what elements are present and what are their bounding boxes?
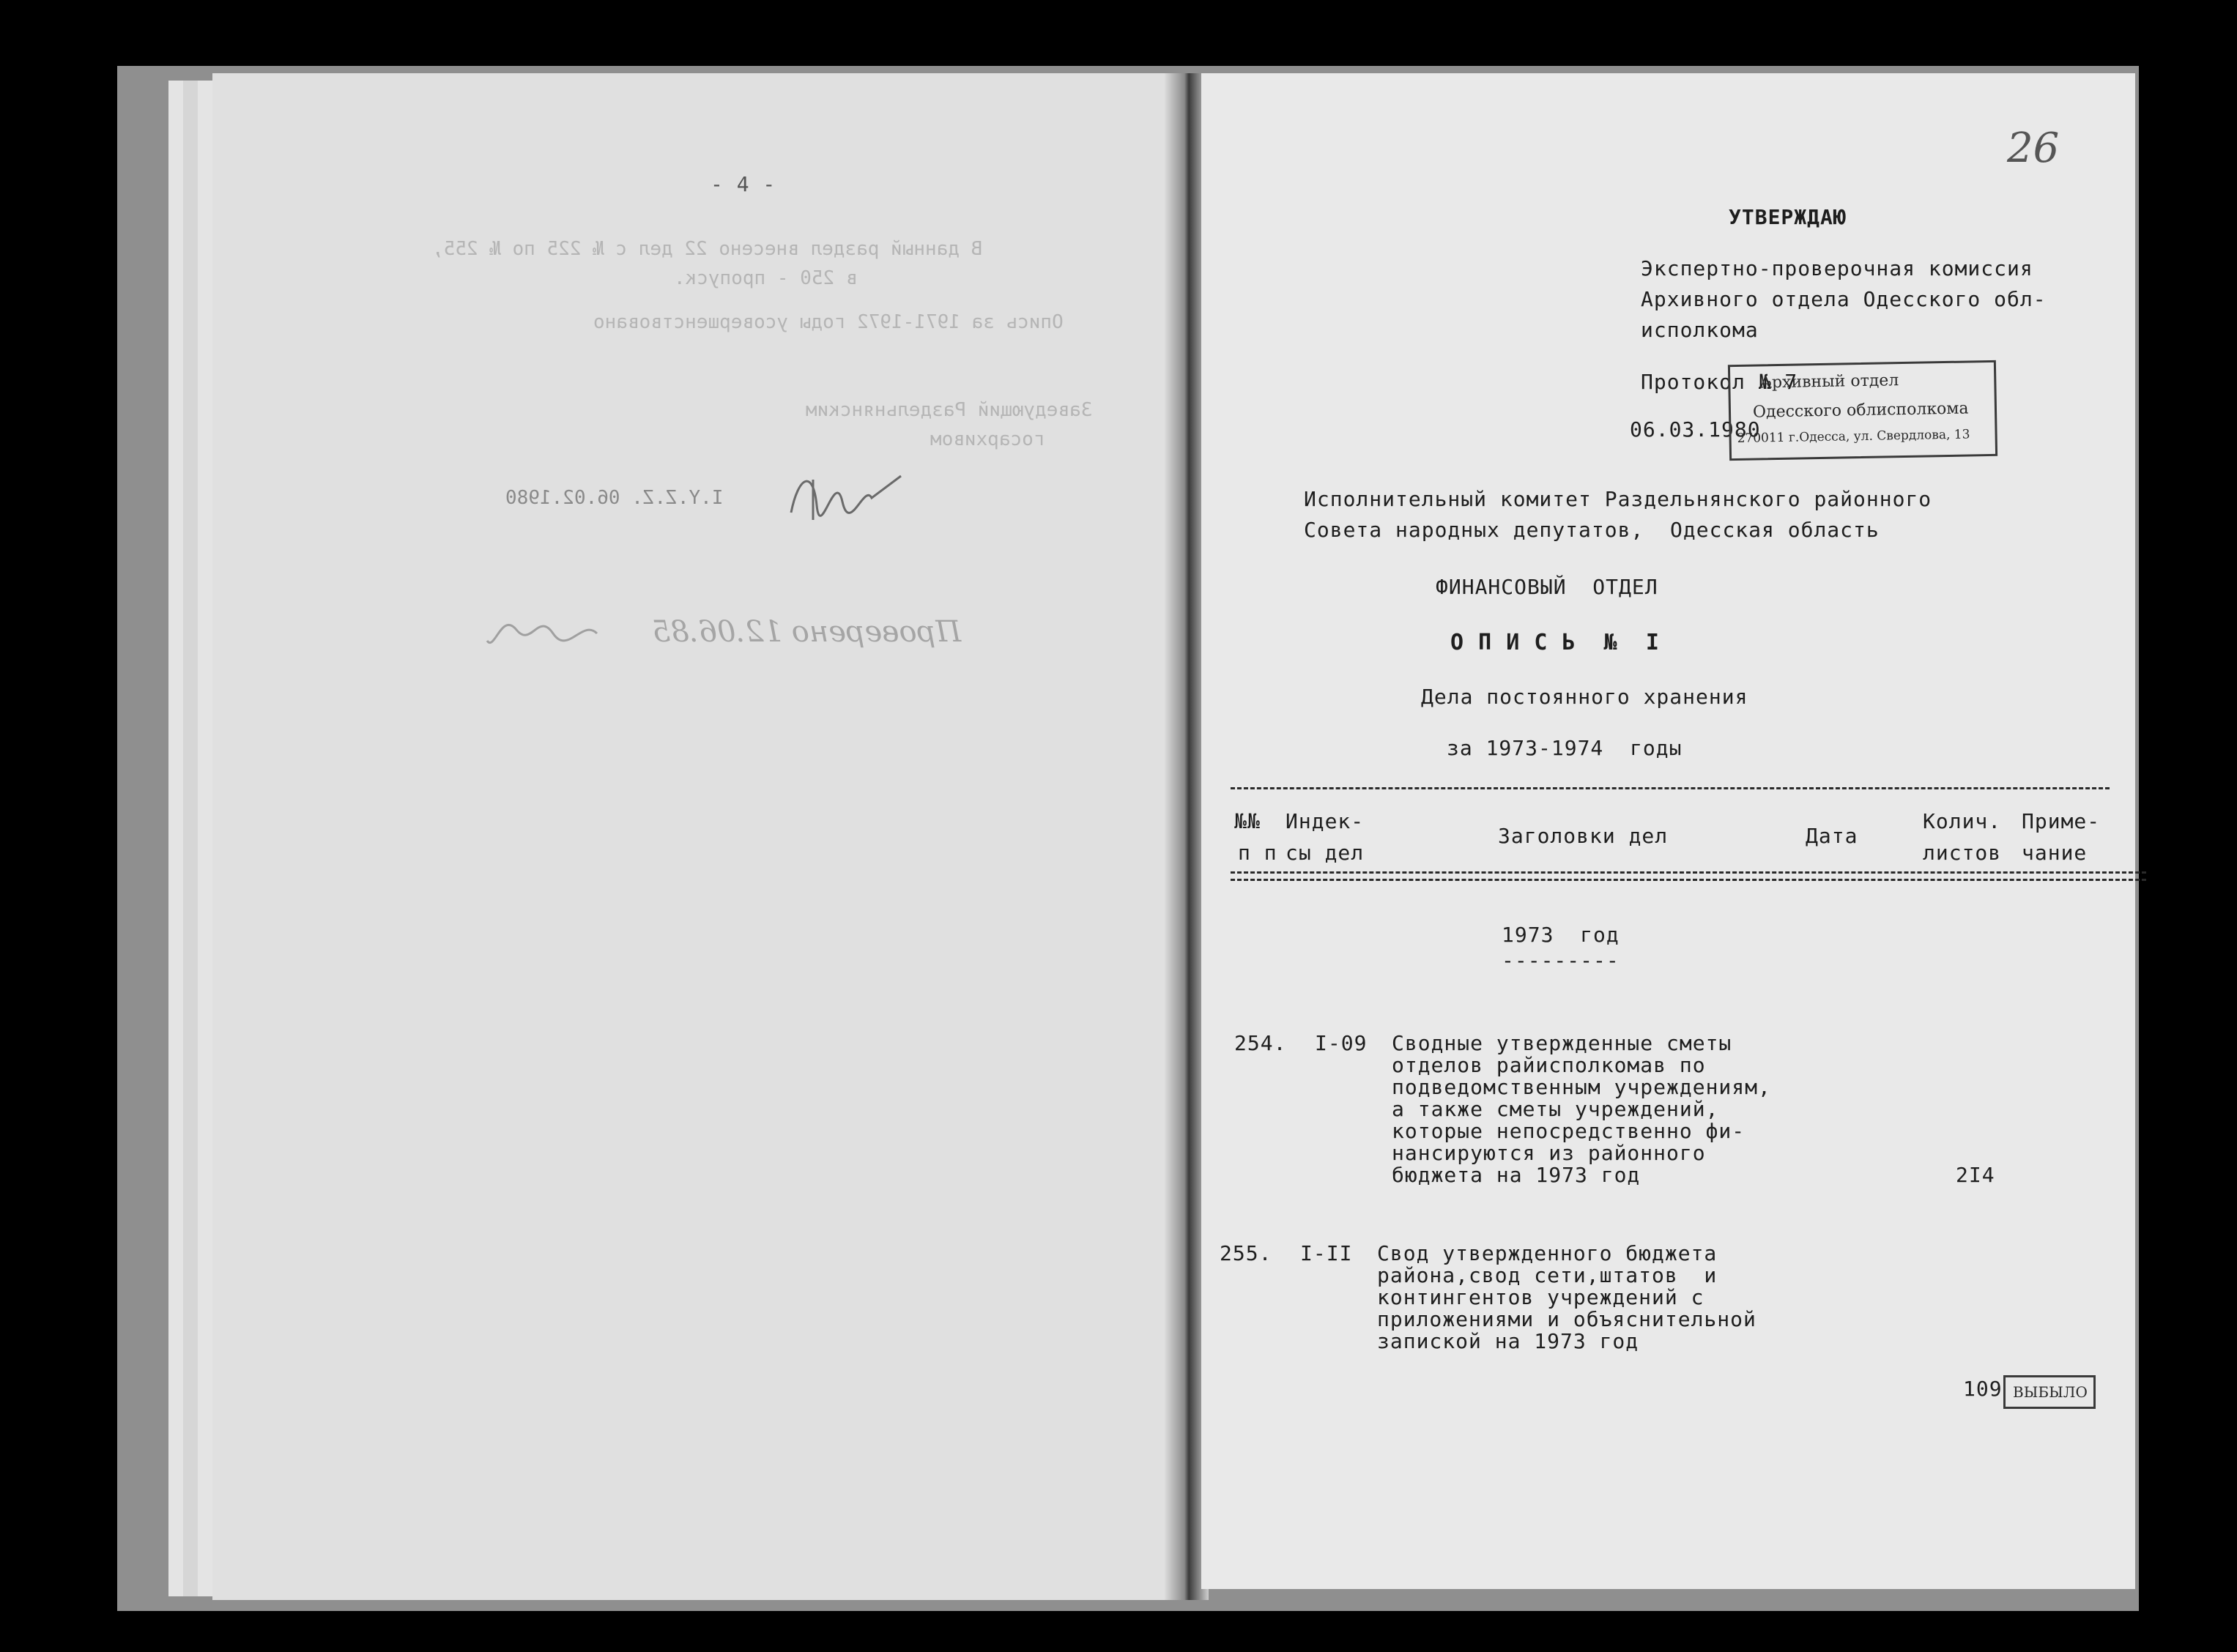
header-num: №№ bbox=[1234, 809, 1261, 833]
header-note: чание bbox=[2022, 841, 2088, 865]
bleed-through-line: I.Y.Z.Z. 06.02.1980 bbox=[505, 487, 724, 509]
stamp-line: Одесского облисполкома bbox=[1752, 399, 1969, 422]
row-sheet-count: 109 bbox=[1963, 1377, 2003, 1401]
table-rule-top bbox=[1231, 787, 2110, 789]
protocol-date: 06.03.1980 bbox=[1630, 417, 1761, 442]
row-title-line: а также сметы учреждений, bbox=[1392, 1097, 1719, 1121]
stamp-line: Архивный отдел bbox=[1759, 371, 1899, 392]
stamp-line: 270011 г.Одесса, ул. Свердлова, 13 bbox=[1737, 427, 1970, 446]
header-index: сы дел bbox=[1286, 841, 1365, 865]
row-number: 255. bbox=[1220, 1241, 1272, 1265]
approval-heading: УТВЕРЖДАЮ bbox=[1729, 205, 1847, 229]
row-title-line: бюджета на 1973 год bbox=[1392, 1163, 1641, 1187]
withdrawn-stamp-text: ВЫБЫЛО bbox=[2013, 1383, 2088, 1401]
row-title-line: которые непосредственно фи- bbox=[1392, 1119, 1746, 1143]
bleed-through-line: В данный раздел внесено 22 дел с № 225 по № 255, bbox=[432, 238, 983, 260]
commission-line: исполкома bbox=[1641, 318, 1759, 342]
row-title-line: запиской на 1973 год bbox=[1377, 1329, 1639, 1353]
row-title-line: района,свод сети,штатов и bbox=[1377, 1263, 1718, 1287]
bleed-through-line: Опись за 1971-1972 годы усовершенствовано bbox=[593, 311, 1064, 333]
left-page bbox=[212, 73, 1176, 1600]
year-heading: 1973 год bbox=[1502, 923, 1620, 947]
commission-line: Архивного отдела Одесского обл- bbox=[1641, 287, 2047, 311]
inventory-period: за 1973-1974 годы bbox=[1447, 736, 1683, 760]
header-note: Приме- bbox=[2022, 809, 2101, 833]
header-sheets: листов bbox=[1923, 841, 2002, 865]
table-rule-header bbox=[1231, 879, 2146, 881]
inventory-title: О П И С Ь № I bbox=[1450, 630, 1660, 655]
row-title-line: подведомственным учреждениям, bbox=[1392, 1075, 1771, 1099]
row-title-line: приложениями и объяснительной bbox=[1377, 1307, 1756, 1331]
row-title-line: Свод утвержденного бюджета bbox=[1377, 1241, 1718, 1265]
bleed-through-line: госархивом bbox=[930, 428, 1045, 450]
header-index: Индек- bbox=[1286, 809, 1365, 833]
organization-line: Совета народных депутатов, Одесская область bbox=[1304, 518, 1880, 542]
row-number: 254. bbox=[1234, 1031, 1287, 1055]
organization-line: Исполнительный комитет Раздельнянского районного bbox=[1304, 487, 1932, 511]
row-index: I-09 bbox=[1315, 1031, 1368, 1055]
header-sheets: Колич. bbox=[1923, 809, 2002, 833]
right-page bbox=[1201, 73, 2135, 1589]
ghost-handwritten-note: Проверено 12.06.85 bbox=[652, 615, 962, 649]
folio-number: 26 bbox=[2007, 124, 2060, 172]
ghost-signature bbox=[480, 611, 604, 663]
withdrawn-stamp bbox=[2003, 1375, 2096, 1409]
header-num: п п bbox=[1238, 841, 1277, 865]
page-marker: - 4 - bbox=[711, 172, 776, 196]
bleed-through-line: в 250 - пропуск. bbox=[674, 267, 858, 289]
row-title-line: отделов райисполкомав по bbox=[1392, 1053, 1706, 1077]
row-index: I-II bbox=[1300, 1241, 1353, 1265]
inventory-subtitle: Дела постоянного хранения bbox=[1421, 685, 1748, 709]
department-name: ФИНАНСОВЫЙ ОТДЕЛ bbox=[1436, 575, 1658, 599]
handwritten-signature bbox=[784, 461, 908, 527]
protocol-number: Протокол № 7 bbox=[1641, 370, 1798, 394]
row-title-line: контингентов учреждений с bbox=[1377, 1285, 1704, 1309]
archive-stamp bbox=[1728, 360, 1997, 461]
year-underline: --------- bbox=[1502, 948, 1620, 972]
header-title: Заголовки дел bbox=[1498, 824, 1669, 848]
row-title-line: Сводные утвержденные сметы bbox=[1392, 1031, 1732, 1055]
table-rule-header bbox=[1231, 871, 2146, 874]
header-date: Дата bbox=[1806, 824, 1858, 848]
bleed-through-line: Заведующий Раздельнянским bbox=[806, 399, 1093, 421]
row-title-line: нансируются из районного bbox=[1392, 1141, 1706, 1165]
commission-line: Экспертно-проверочная комиссия bbox=[1641, 256, 2033, 280]
row-sheet-count: 2I4 bbox=[1956, 1163, 1995, 1187]
